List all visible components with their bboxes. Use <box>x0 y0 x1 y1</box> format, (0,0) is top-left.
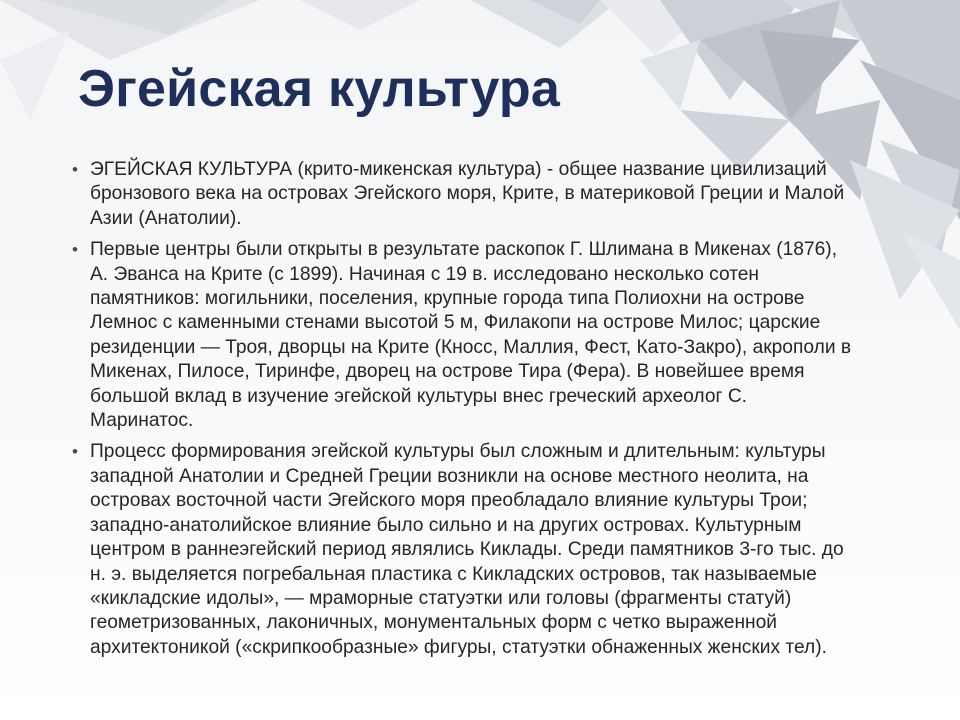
bullet-icon: • <box>72 442 78 462</box>
bullet-icon: • <box>72 240 78 260</box>
bullet-text: ЭГЕЙСКАЯ КУЛЬТУРА (крито-микенская культура) - общее название цивилизаций бронзового века на островах Эгейского моря, Крите, в материковой Греции и Малой Азии (Анатолии). <box>90 159 845 229</box>
slide-title: Эгейская культура <box>78 60 560 118</box>
bullet-text: Процесс формирования эгейской культуры был сложным и длительным: культуры западной Анатолии и Средней Греции возникли на основе местного неолита, на островах восточной части Эгейского моря преобладало влияние культуры Трои; западно-анатолийское влияние было сильно и на других островах. Культурным центром в раннеэгейский период являлись Киклады. Среди памятников 3-го тыс. до н. э. выделяется погребальная пластика с Кикладских островов, так называемые «кикладские идолы», — мраморные статуэтки или головы (фрагменты статуй) геометризованных, лаконичных, монументальных форм с четко выраженной архитектоникой («скрипкообразные» фигуры, статуэтки обнаженных женских тел). <box>90 441 844 658</box>
bullet-text: Первые центры были открыты в результате раскопок Г. Шлимана в Микенах (1876), А. Эванса на Крите (с 1899). Начиная с 19 в. исследовано несколько сотен памятников: могильники, поселения, крупные города типа Полиохни на острове Лемнос с каменными стенами высотой 5 м, Филакопи на острове Милос; царские резиденции — Троя, дворцы на Крите (Кносс, Маллия, Фест, Като-Закро), акрополи в Микенах, Пилосе, Тиринфе, дворец на острове Тира (Фера). В новейшее время большой вклад в изучение эгейской культуры внес греческий археолог С. Маринатос. <box>90 239 852 432</box>
list-item <box>72 440 852 660</box>
bullet-list <box>72 158 852 667</box>
list-item <box>72 238 852 433</box>
bullet-icon: • <box>72 160 78 179</box>
list-item <box>72 158 852 231</box>
